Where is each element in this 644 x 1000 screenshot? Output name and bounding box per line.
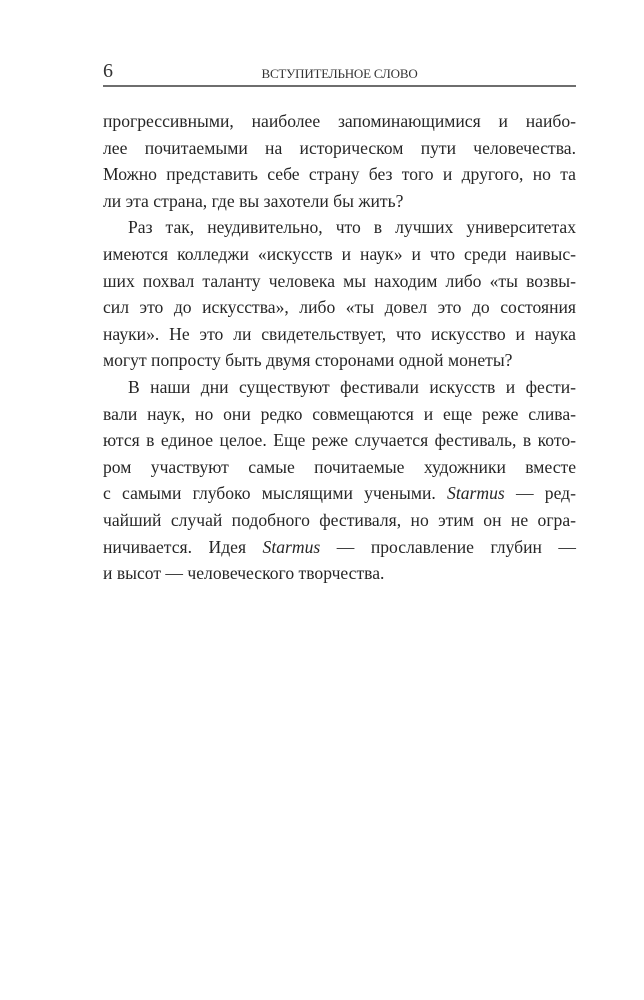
text-line: ром участвуют самые почитаемые художники вместе bbox=[103, 456, 576, 477]
text-line: лее почитаемыми на историческом пути человечества. bbox=[103, 137, 576, 158]
text-segment: — ред- bbox=[504, 483, 576, 504]
running-head bbox=[103, 58, 576, 86]
text-line: могут попросту быть двумя сторонами одной монеты? bbox=[103, 350, 513, 371]
paragraph-2 bbox=[103, 214, 576, 374]
text-line: науки». Не это ли свидетельствует, что искусство и наука bbox=[103, 323, 576, 344]
text-line: Раз так, неудивительно, что в лучших университетах bbox=[128, 217, 576, 238]
text-line: вали наук, но они редко совмещаются и еще реже слива- bbox=[103, 403, 576, 424]
text-line: Можно представить себе страну без того и другого, но та bbox=[103, 164, 576, 185]
running-head-title: ВСТУПИТЕЛЬНОЕ СЛОВО bbox=[261, 66, 418, 81]
starmus-italic: Starmus bbox=[447, 483, 505, 504]
text-line: сил это до искусства», либо «ты довел это до состояния bbox=[103, 297, 576, 318]
paragraph-1 bbox=[103, 108, 576, 214]
text-line: имеются колледжи «искусств и наук» и что среди наивыс- bbox=[103, 243, 576, 264]
text-line: ются в единое целое. Еще реже случается фестиваль, в кото- bbox=[103, 430, 576, 451]
text-line: прогрессивными, наиболее запоминающимися и наибо- bbox=[103, 111, 576, 131]
header-rule-divider bbox=[103, 85, 576, 87]
text-line bbox=[103, 480, 576, 507]
text-line: В наши дни существуют фестивали искусств и фести- bbox=[128, 376, 576, 397]
text-segment: ничивается. Идея bbox=[103, 536, 263, 557]
text-line: чайший случай подобного фестиваля, но этим он не огра- bbox=[103, 509, 576, 530]
paragraph-3 bbox=[103, 374, 576, 587]
text-segment: — прославление глубин — bbox=[320, 536, 576, 557]
text-line: и высот — человеческого творчества. bbox=[103, 563, 385, 584]
text-segment: с самыми глубоко мыслящими учеными. bbox=[103, 483, 448, 504]
text-line bbox=[103, 534, 576, 561]
starmus-italic: Starmus bbox=[262, 536, 321, 557]
page-number: 6 bbox=[103, 60, 113, 82]
text-line: ли эта страна, где вы захотели бы жить? bbox=[103, 190, 404, 211]
text-line: ших похвал таланту человека мы находим либо «ты возвы- bbox=[103, 270, 576, 291]
body-text bbox=[103, 108, 576, 587]
